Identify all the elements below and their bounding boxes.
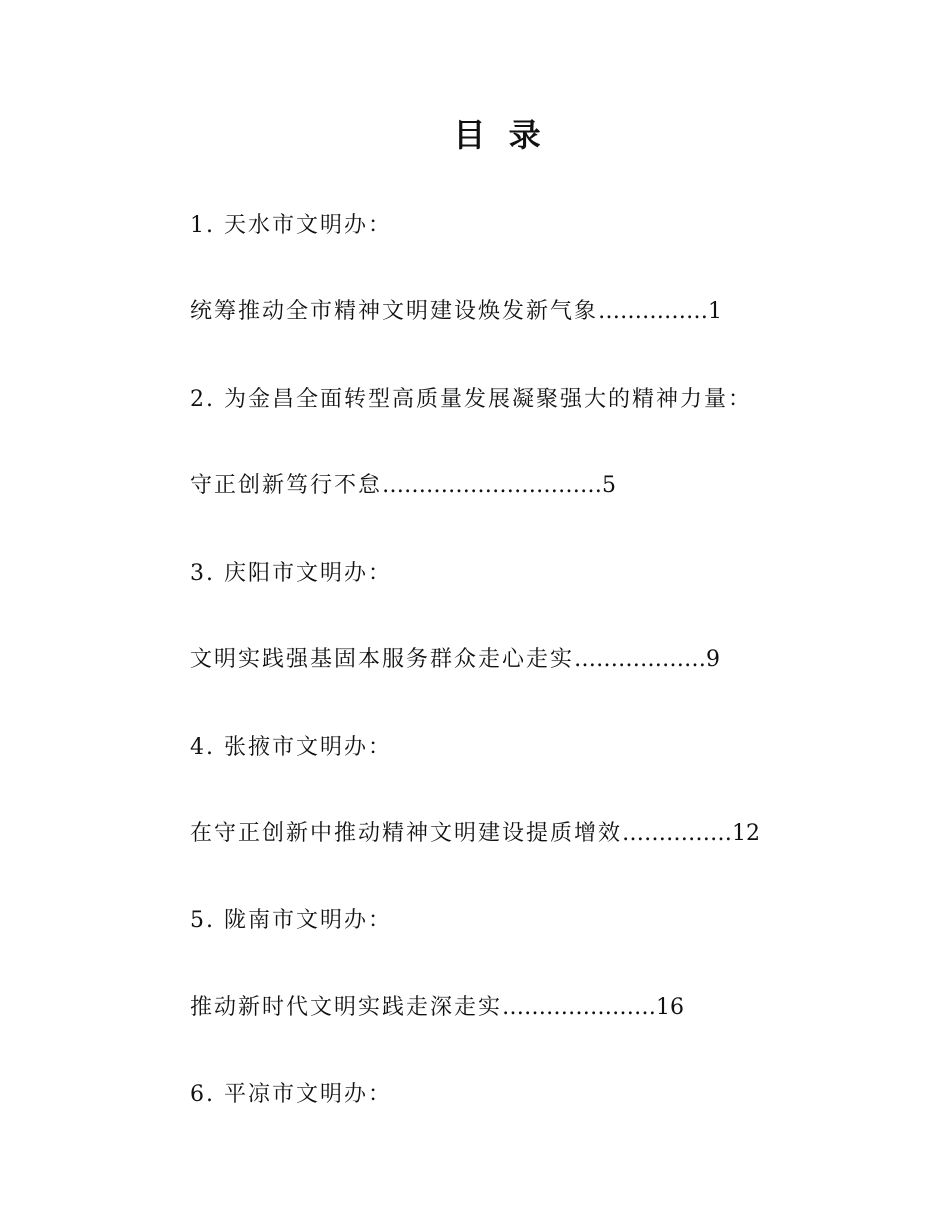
toc-leader-dots: …………… bbox=[622, 821, 733, 846]
toc-entry-line[interactable] bbox=[190, 988, 684, 1028]
toc-leader-dots: …………… bbox=[598, 299, 709, 324]
toc-page-number: 5 bbox=[602, 473, 617, 498]
toc-entry-heading: 3. 庆阳市文明办： bbox=[190, 561, 392, 586]
toc-entry-line[interactable] bbox=[190, 292, 722, 332]
toc-entry-heading: 6. 平凉市文明办： bbox=[190, 1082, 392, 1107]
toc-leader-dots: ………………… bbox=[502, 995, 657, 1020]
toc-entry-subtitle: 在守正创新中推动精神文明建设提质增效 bbox=[190, 821, 623, 846]
toc-entry-line[interactable] bbox=[190, 640, 720, 680]
toc-entry-subtitle: 统筹推动全市精神文明建设焕发新气象 bbox=[190, 299, 599, 324]
toc-entry-line[interactable] bbox=[190, 814, 760, 854]
toc-entry-subtitle: 文明实践强基固本服务群众走心走实 bbox=[190, 647, 575, 672]
toc-page-number: 12 bbox=[732, 821, 761, 846]
toc-entry-heading: 1. 天水市文明办： bbox=[190, 213, 392, 238]
toc-page-number: 16 bbox=[656, 995, 685, 1020]
toc-leader-dots: ………………………… bbox=[382, 473, 603, 498]
toc-entry-heading: 2. 为金昌全面转型高质量发展凝聚强大的精神力量： bbox=[190, 387, 752, 412]
toc-page-number: 1 bbox=[708, 299, 723, 324]
toc-page-number: 9 bbox=[706, 647, 721, 672]
toc-title: 目 录 bbox=[453, 116, 547, 154]
toc-entry-heading: 4. 张掖市文明办： bbox=[190, 735, 392, 760]
toc-leader-dots: ……………… bbox=[574, 647, 707, 672]
toc-entry-subtitle: 推动新时代文明实践走深走实 bbox=[190, 995, 503, 1020]
toc-entry-line[interactable] bbox=[190, 466, 616, 506]
toc-entry-heading: 5. 陇南市文明办： bbox=[190, 908, 392, 933]
toc-entry-subtitle: 守正创新笃行不怠 bbox=[190, 473, 383, 498]
